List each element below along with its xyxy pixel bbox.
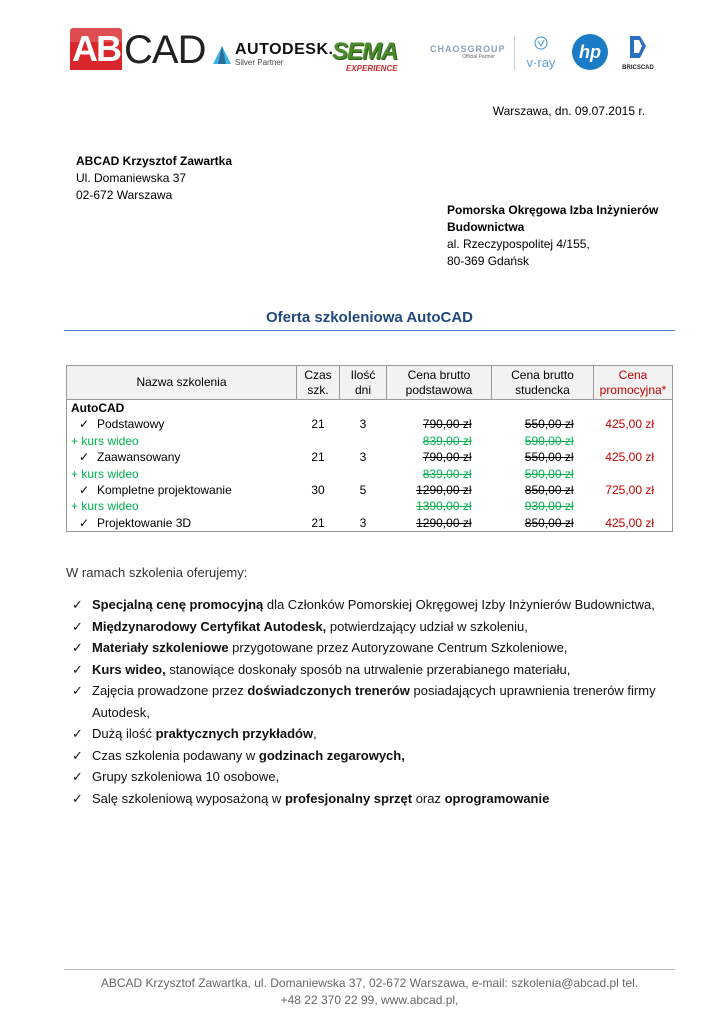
- col-header-student-price: Cena brutto studencka: [492, 366, 594, 400]
- check-icon: ✓: [72, 790, 83, 806]
- check-icon: ✓: [72, 661, 83, 677]
- course-hours: 30: [311, 483, 325, 498]
- abcad-logo-ab: AB: [72, 28, 120, 69]
- promo-price: 425,00 zł: [605, 417, 654, 432]
- check-icon: ✓: [79, 417, 90, 432]
- bricscad-b-icon: [626, 34, 650, 60]
- autodesk-logo: [212, 42, 333, 67]
- chaosgroup-official-partner: Official Partner: [462, 54, 495, 60]
- table-row-video: [67, 466, 673, 482]
- price-table: [66, 365, 673, 532]
- table-group-row: [67, 400, 673, 417]
- video-base-price: 1390,00 zł: [416, 499, 472, 514]
- check-icon: ✓: [79, 483, 90, 498]
- list-item: ✓ Kurs wideo, stanowiące doskonały sposób na utrwalenie przerabianego materiału,: [72, 659, 672, 681]
- abcad-logo-cad: CAD: [124, 28, 206, 72]
- col-header-days: Ilość dni: [340, 366, 387, 400]
- student-price: 550,00 zł: [524, 450, 574, 465]
- abcad-logo: [70, 26, 205, 70]
- list-item: ✓ Czas szkolenia podawany w godzinach zegarowych,: [72, 745, 672, 767]
- bricscad-logo: [620, 34, 656, 71]
- list-item: ✓ Materiały szkoleniowe przygotowane przez Autoryzowane Centrum Szkoleniowe,: [72, 637, 672, 659]
- sema-experience: EXPERIENCE: [346, 64, 398, 73]
- sender-address: [76, 153, 232, 204]
- offer-list: [72, 594, 672, 809]
- student-price: 850,00 zł: [524, 515, 574, 530]
- footer-line2: +48 22 370 22 99, www.abcad.pl,: [280, 993, 459, 1007]
- sender-name: ABCAD Krzysztof Zawartka: [76, 154, 233, 168]
- recipient-name-line1: Pomorska Okręgowa Izba Inżynierów: [447, 203, 659, 217]
- chaosgroup-wordmark: CHAOSGROUP: [430, 44, 506, 54]
- footer-line1: ABCAD Krzysztof Zawartka, ul. Domaniewska 37, 02-672 Warszawa, e-mail: szkolenia@abcad.pl tel.: [100, 976, 639, 990]
- table-row: [67, 449, 673, 465]
- list-item: ✓ Specjalną cenę promocyjną dla Członków Pomorskiej Okręgowej Izby Inżynierów Budownictwa,: [72, 594, 672, 616]
- promo-price: 425,00 zł: [605, 515, 654, 530]
- autodesk-wordmark: AUTODESK.: [235, 41, 334, 58]
- group-autocad: AutoCAD: [71, 401, 125, 415]
- recipient-street: al. Rzeczypospolitej 4/155,: [447, 237, 590, 251]
- check-icon: ✓: [72, 640, 83, 655]
- check-icon: ✓: [72, 683, 83, 698]
- promo-price: 425,00 zł: [605, 450, 654, 465]
- video-base-price: 839,00 zł: [422, 466, 472, 481]
- course-name: Projektowanie 3D: [97, 515, 192, 530]
- col-header-promo-price: Cena promocyjna*: [594, 366, 673, 400]
- offer-title: Oferta szkoleniowa AutoCAD: [266, 309, 473, 326]
- list-item: ✓ Dużą ilość praktycznych przykładów,: [72, 723, 672, 745]
- list-item: ✓ Międzynarodowy Certyfikat Autodesk, potwierdzający udział w szkoleniu,: [72, 616, 672, 638]
- footer-divider: [64, 969, 675, 970]
- course-name: Zaawansowany: [97, 450, 181, 465]
- check-icon: ✓: [79, 450, 90, 465]
- course-days: 5: [359, 483, 367, 498]
- course-days: 3: [359, 417, 367, 432]
- table-row: [67, 515, 673, 532]
- autodesk-triangle-icon: [212, 45, 232, 65]
- video-addon: + kurs wideo: [71, 466, 139, 481]
- table-row: [67, 416, 673, 432]
- col-header-base-price: Cena brutto podstawowa: [387, 366, 492, 400]
- sema-logo: [332, 40, 407, 74]
- table-header-row: [67, 366, 673, 400]
- letter-date: Warszawa, dn. 09.07.2015 r.: [492, 104, 645, 118]
- video-addon: + kurs wideo: [71, 433, 139, 448]
- list-item: ✓ Grupy szkoleniowa 10 osobowe,: [72, 766, 672, 788]
- check-icon: ✓: [72, 769, 83, 784]
- video-addon: + kurs wideo: [71, 499, 139, 514]
- recipient-city: 80-369 Gdańsk: [447, 254, 530, 268]
- check-icon: ✓: [72, 597, 83, 612]
- course-hours: 21: [311, 450, 325, 465]
- sender-city: 02-672 Warszawa: [76, 188, 173, 202]
- list-item: ✓ Salę szkoleniową wyposażoną w profesjonalny sprzęt oraz oprogramowanie: [72, 788, 672, 810]
- base-price: 1290,00 zł: [416, 483, 472, 498]
- table-row: [67, 482, 673, 498]
- hp-logo: hp: [572, 34, 608, 70]
- recipient-name-line2: Budownictwa: [447, 220, 525, 234]
- vray-logo: [514, 36, 561, 70]
- autodesk-silver-partner: Silver Partner: [235, 58, 284, 67]
- page-footer: [64, 975, 675, 1009]
- video-student-price: 930,00 zł: [524, 499, 574, 514]
- base-price: 790,00 zł: [422, 417, 472, 432]
- bricscad-wordmark: BRICSCAD: [622, 65, 654, 71]
- video-student-price: 590,00 zł: [524, 466, 574, 481]
- course-name: Kompletne projektowanie: [97, 483, 232, 498]
- base-price: 1290,00 zł: [416, 515, 472, 530]
- offer-intro: W ramach szkolenia oferujemy:: [66, 565, 248, 580]
- check-icon: ✓: [72, 618, 83, 634]
- course-days: 3: [359, 450, 367, 465]
- promo-price: 725,00 zł: [605, 483, 654, 498]
- course-hours: 21: [311, 417, 325, 432]
- vray-circle-icon: [534, 36, 548, 50]
- course-name: Podstawowy: [97, 417, 165, 432]
- course-days: 3: [359, 515, 367, 530]
- chaosgroup-logo: [430, 44, 506, 60]
- video-base-price: 839,00 zł: [422, 433, 472, 448]
- recipient-address: [447, 202, 658, 270]
- video-student-price: 590,00 zł: [524, 433, 574, 448]
- course-hours: 21: [311, 515, 325, 530]
- sema-wordmark: SEMA: [332, 38, 398, 65]
- check-icon: ✓: [72, 726, 83, 741]
- col-header-hours: Czas szk.: [297, 366, 340, 400]
- student-price: 550,00 zł: [524, 417, 574, 432]
- check-icon: ✓: [72, 747, 83, 763]
- check-icon: ✓: [79, 515, 90, 530]
- table-row-video: [67, 498, 673, 514]
- table-row-video: [67, 433, 673, 449]
- title-divider: [64, 330, 675, 331]
- vray-wordmark: v·ray: [526, 55, 556, 70]
- sender-street: Ul. Domaniewska 37: [76, 171, 187, 185]
- list-item: ✓ Zajęcia prowadzone przez doświadczonych trenerów posiadających uprawnienia trenerów firmy Autodesk,: [72, 680, 672, 723]
- col-header-name: Nazwa szkolenia: [67, 366, 297, 400]
- base-price: 790,00 zł: [422, 450, 472, 465]
- student-price: 850,00 zł: [524, 483, 574, 498]
